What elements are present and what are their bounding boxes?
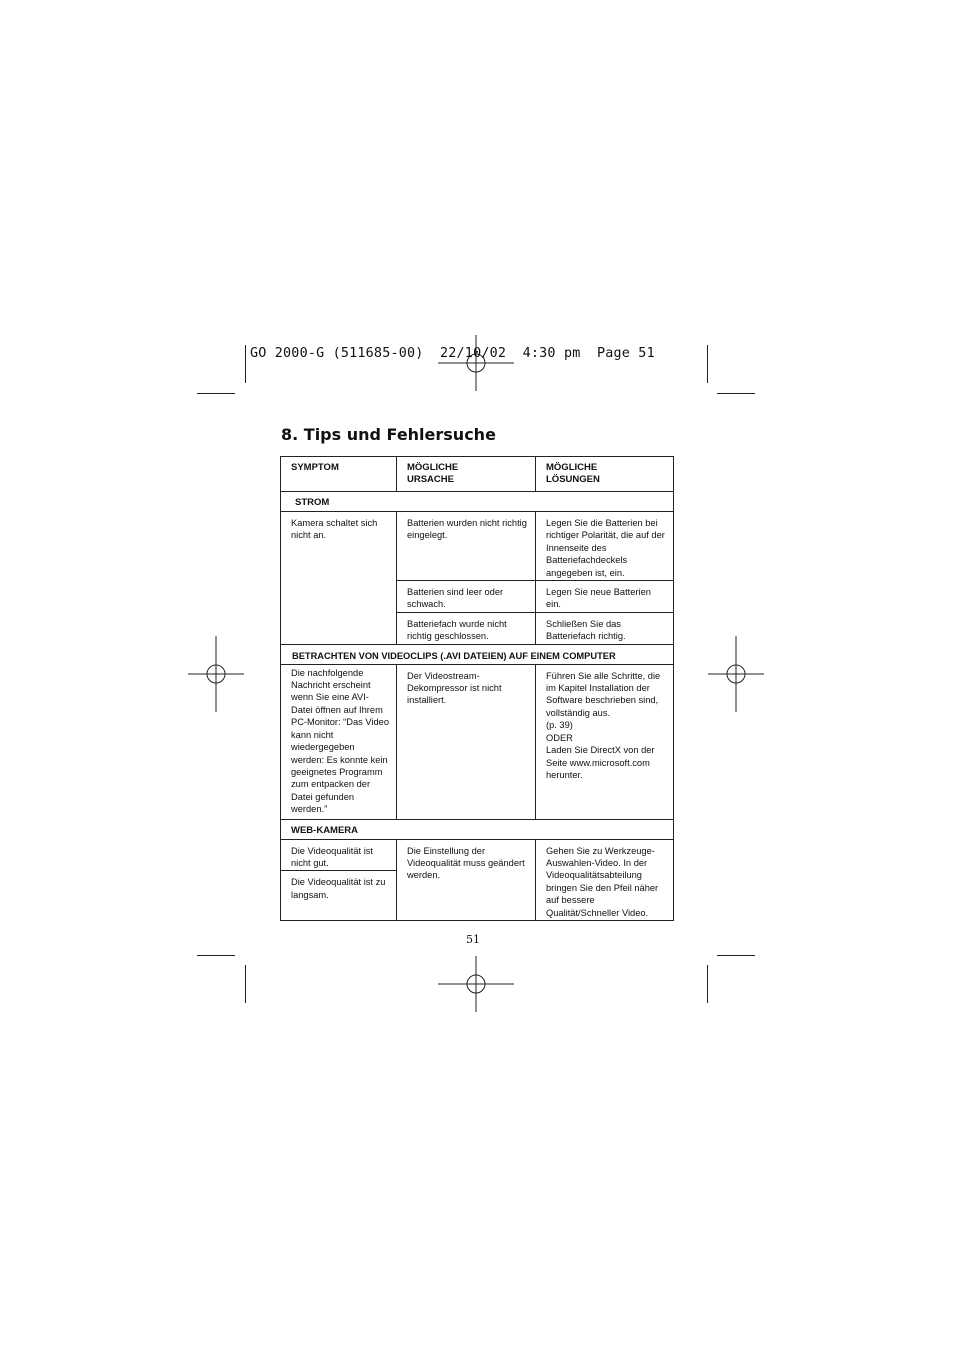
cell-symptom: Die Videoqualität ist zu langsam. <box>281 871 397 921</box>
print-slug-header: GO 2000-G (511685-00) 22/10/02 4:30 pm Page 51 <box>250 346 655 361</box>
registration-mark-icon <box>698 636 774 712</box>
page-number: 51 <box>466 933 480 946</box>
cell-loesung: Gehen Sie zu Werkzeuge-Auswahlen-Video. In der Videoqualitätsabteilung bringen Sie den Pfeil näher auf bessere Qualität/Schneller Video. <box>536 839 674 921</box>
section-title-strom: STROM <box>281 492 674 512</box>
registration-mark-icon <box>178 636 254 712</box>
cell-ursache: Batterien wurden nicht richtig eingelegt. <box>397 512 536 581</box>
section-title-webkamera: WEB-KAMERA <box>281 819 674 839</box>
crop-mark <box>245 965 246 1003</box>
crop-mark <box>717 393 755 394</box>
cell-symptom: Die nachfolgende Nachricht erscheint wenn Sie eine AVI-Datei öffnen auf Ihrem PC-Monitor: “Das Video kann nicht wiedergegeben werden: Es konnte kein geeignetes Programm zum entpacken der Datei gefunden werden.” <box>281 664 397 819</box>
section-row-videoclips <box>281 644 674 664</box>
cell-ursache: Batterien sind leer oder schwach. <box>397 581 536 613</box>
cell-loesung: Legen Sie die Batterien bei richtiger Polarität, die auf der Innenseite des Batteriefachdeckels angegeben ist, ein. <box>536 512 674 581</box>
cell-symptom: Die Videoqualität ist nicht gut. <box>281 839 397 871</box>
troubleshooting-table <box>280 456 674 921</box>
section-row-strom <box>281 492 674 512</box>
cell-ursache: Der Videostream-Dekompressor ist nicht installiert. <box>397 664 536 819</box>
table-row <box>281 512 674 581</box>
header-ursache: MÖGLICHE URSACHE <box>397 457 536 492</box>
cell-ursache: Die Einstellung der Videoqualität muss geändert werden. <box>397 839 536 921</box>
crop-mark <box>707 345 708 383</box>
registration-mark-icon <box>438 946 514 1022</box>
header-symptom: SYMPTOM <box>281 457 397 492</box>
registration-mark-icon <box>438 325 514 401</box>
cell-symptom: Kamera schaltet sich nicht an. <box>281 512 397 645</box>
cell-loesung: Führen Sie alle Schritte, die im Kapitel Installation der Software beschrieben sind, vollständig aus. (p. 39) ODER Laden Sie DirectX von der Seite www.microsoft.com herunter. <box>536 664 674 819</box>
crop-mark <box>707 965 708 1003</box>
crop-mark <box>197 393 235 394</box>
crop-mark <box>197 955 235 956</box>
table-row <box>281 664 674 819</box>
cell-loesung: Schließen Sie das Batteriefach richtig. <box>536 612 674 644</box>
section-title-videoclips: BETRACHTEN VON VIDEOCLIPS (.AVI DATEIEN) AUF EINEM COMPUTER <box>281 644 674 664</box>
crop-mark <box>245 345 246 383</box>
page-title: 8. Tips und Fehlersuche <box>281 425 496 444</box>
cell-loesung: Legen Sie neue Batterien ein. <box>536 581 674 613</box>
table-header-row <box>281 457 674 492</box>
cell-ursache: Batteriefach wurde nicht richtig geschlossen. <box>397 612 536 644</box>
table-row <box>281 839 674 871</box>
crop-mark <box>717 955 755 956</box>
header-loesungen: MÖGLICHE LÖSUNGEN <box>536 457 674 492</box>
section-row-webkamera <box>281 819 674 839</box>
